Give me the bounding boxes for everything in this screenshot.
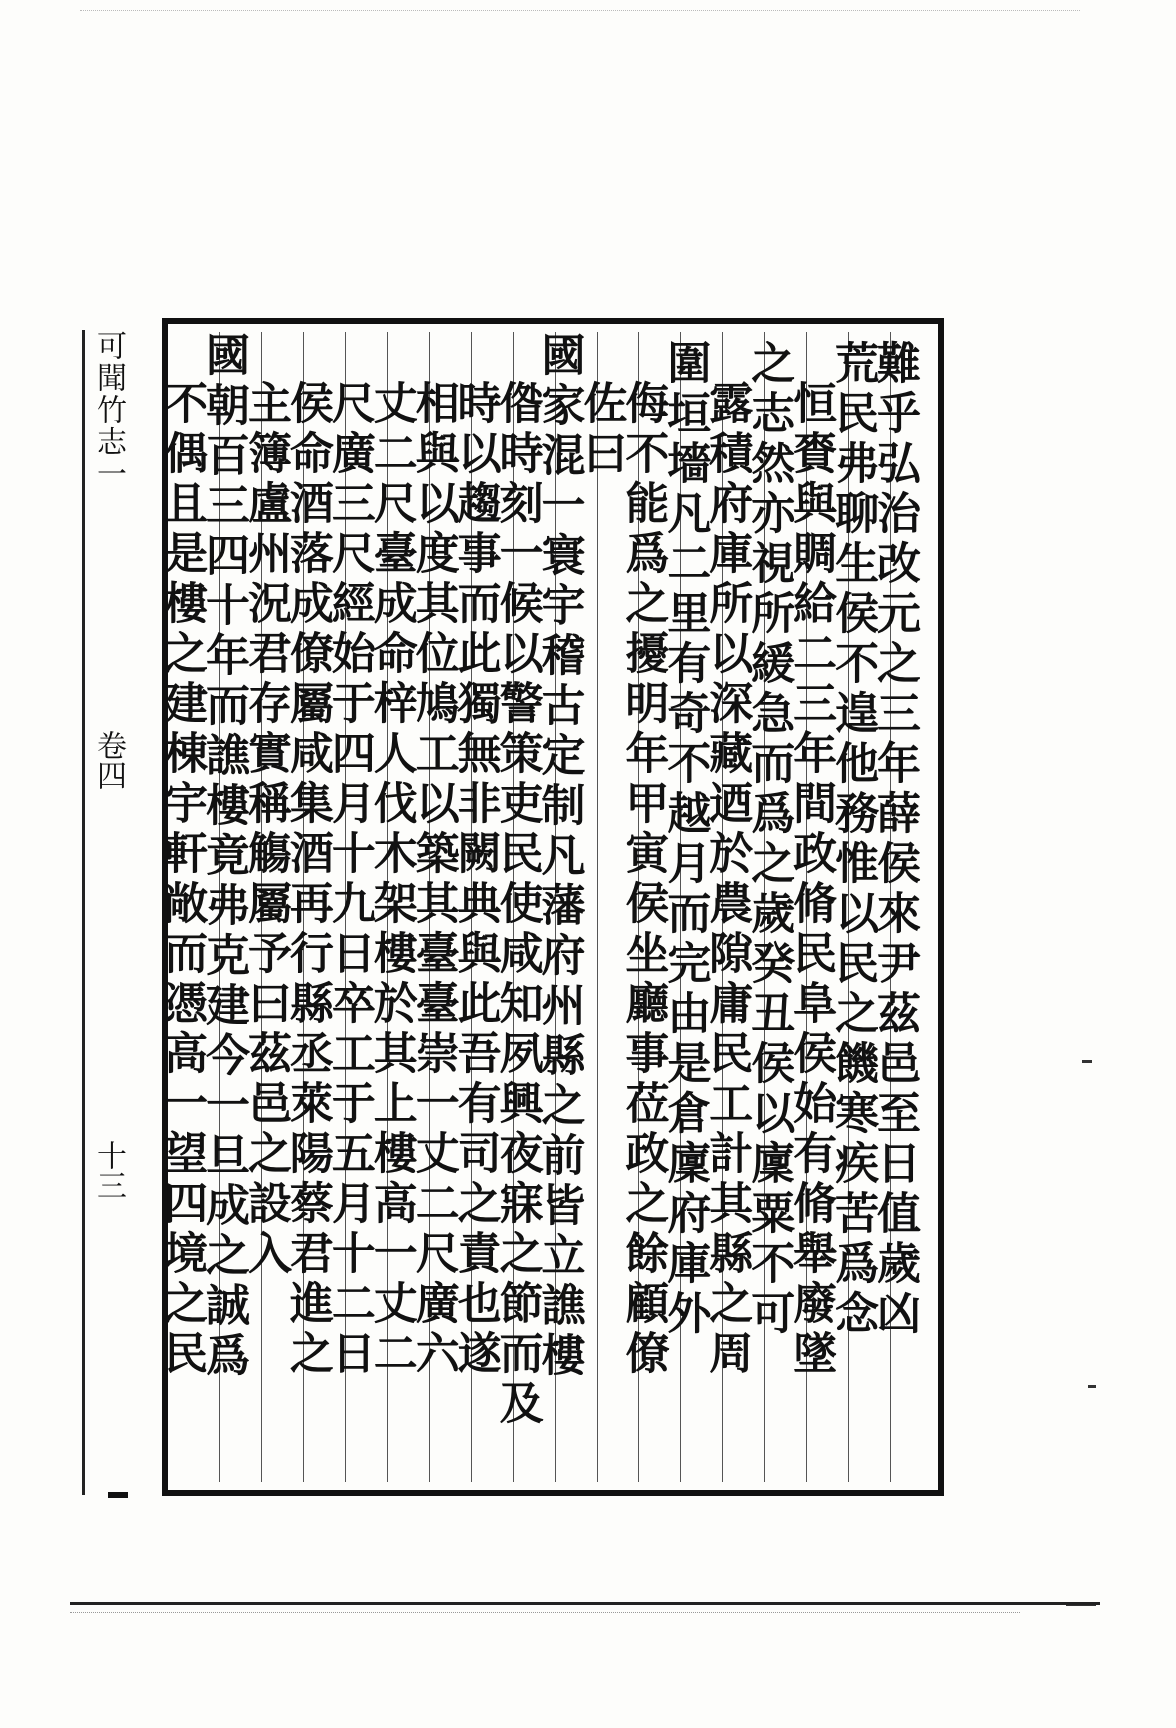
column-text: 相與以度其位鳩工以築其臺臺崇一丈二尺廣六 <box>407 380 459 1380</box>
scan-header-line <box>80 10 1080 21</box>
text-column <box>827 332 890 1482</box>
column-text: 恒賚與賙給二三年間政脩民阜侯始有脩舉廢墜 <box>785 380 837 1380</box>
book-margin <box>82 330 127 1495</box>
text-column <box>617 332 680 1482</box>
margin-book-title: 可聞竹志一 <box>91 330 126 490</box>
text-column <box>281 332 345 1482</box>
column-text: 國朝百三四十年而譙樓竟弗克建今一旦成之誠爲 <box>198 332 249 1382</box>
column-text: 主簿盧州況君存實稱觴屬予曰茲邑之設入 <box>239 380 291 1280</box>
column-text: 之志然亦視所緩急而爲之歲癸丑侯以廩粟不可 <box>743 340 795 1340</box>
text-column <box>659 332 722 1482</box>
column-text: 露積府庫所以深藏迺於農隙庸民工計其縣之周 <box>701 380 753 1380</box>
text-column <box>198 332 261 1482</box>
column-text: 侯命酒落成僚屬咸集酒再行縣丞萊陽蔡君進之 <box>281 380 333 1380</box>
column-text: 偺時刻一候以警策吏民使咸知夙興夜寐之節而及 <box>491 380 543 1430</box>
text-column <box>869 332 932 1482</box>
text-column <box>239 332 303 1482</box>
scan-speck <box>1082 1060 1092 1063</box>
text-column <box>491 332 555 1482</box>
text-column <box>533 332 597 1482</box>
main-text-frame <box>156 318 944 1496</box>
text-columns <box>156 332 932 1482</box>
scan-footer-line <box>70 1602 1100 1609</box>
scan-footer-dotted-line <box>70 1612 1020 1613</box>
text-column <box>449 332 513 1482</box>
margin-page-number: 十三 <box>91 1140 126 1200</box>
column-text: 圍垣墻凡二里有奇不越月而完由是倉廩府庫外 <box>659 340 711 1340</box>
text-column <box>156 332 219 1482</box>
column-text: 國家混一寰宇稽古定制凡藩府州縣之前皆立譙樓 <box>533 332 585 1382</box>
margin-section: 卷四 <box>91 730 126 790</box>
margin-mark <box>108 1492 128 1498</box>
column-text: 尺廣三尺經始于四月十九日卒工于五月十二日 <box>323 380 375 1380</box>
text-column <box>407 332 471 1482</box>
column-text: 時以趨事而此獨無非闕典與此吾有司之責也遂 <box>449 380 501 1380</box>
text-column <box>365 332 429 1482</box>
column-text: 難乎弘治改元之三年薛侯來尹茲邑至日值歲凶 <box>869 340 920 1340</box>
column-text: 丈二尺臺成命梓人伐木架樓於其上樓高一丈二 <box>365 380 417 1380</box>
text-column <box>743 332 806 1482</box>
text-column <box>575 332 639 1482</box>
column-text: 佐曰 <box>575 380 627 480</box>
column-text: 不偶且是樓之建棟宇軒敞而憑高一望四境之民 <box>156 380 208 1380</box>
column-text: 荒民弗聊生侯不遑他務惟以民之饑寒疾苦爲念 <box>827 340 879 1340</box>
column-text: 侮不能爲之擾明年甲寅侯坐廳事莅政之餘顧僚 <box>617 380 669 1380</box>
text-column <box>701 332 764 1482</box>
scan-speck <box>1088 1385 1096 1388</box>
text-column <box>785 332 848 1482</box>
text-column <box>323 332 387 1482</box>
